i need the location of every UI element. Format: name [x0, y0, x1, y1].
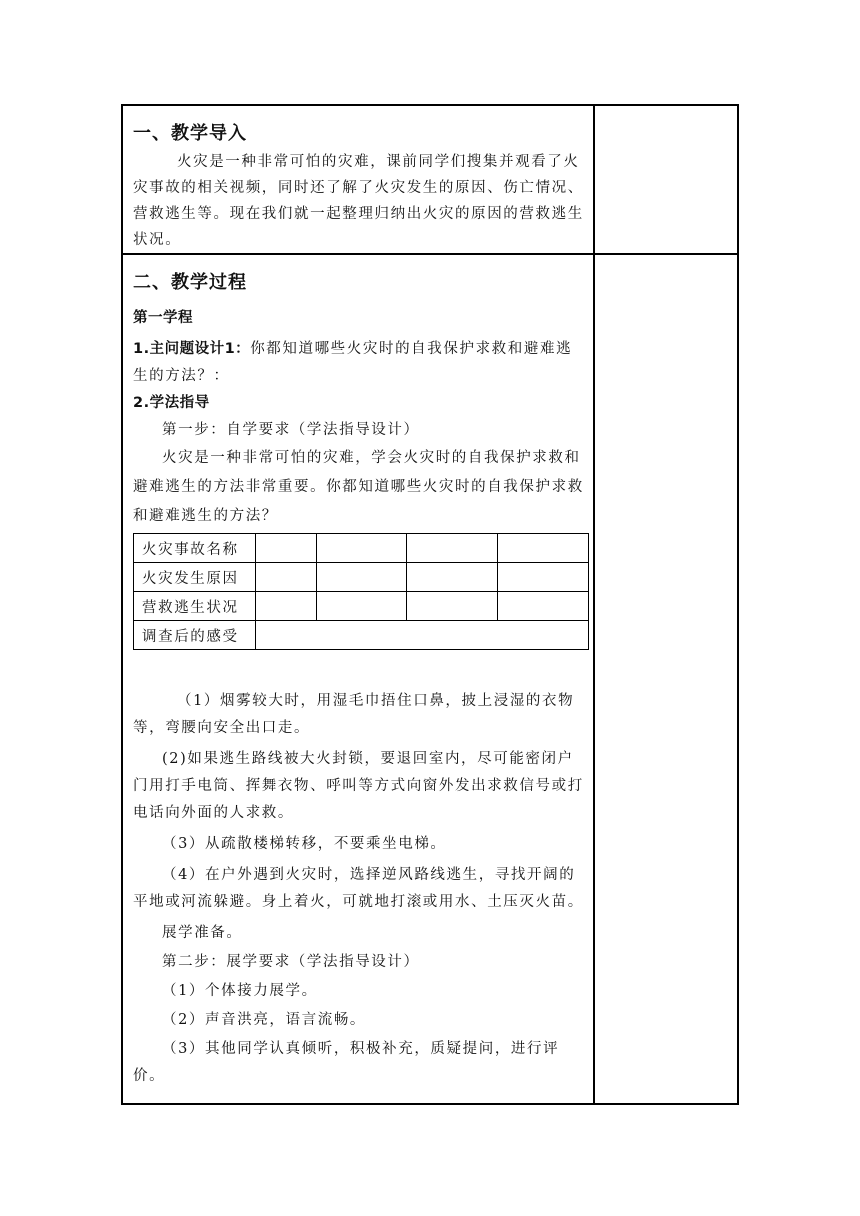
intro-cell: [122, 105, 594, 254]
requirement-2: （2）声音洪亮，语言流畅。: [162, 1012, 367, 1028]
requirement-3: （3）其他同学认真倾听，积极补充，质疑提问，进行评价。: [133, 1041, 560, 1084]
row-label: 火灾发生原因: [134, 563, 256, 592]
table-cell: [317, 534, 407, 563]
question-1: [133, 336, 585, 390]
table-row: [134, 621, 589, 650]
table-cell: [498, 563, 589, 592]
fire-survey-table: [133, 533, 589, 650]
section-heading-intro: 一、教学导入: [133, 123, 247, 144]
step-1-text: 火灾是一种非常可怕的灾难，学会火灾时的自我保护求救和避难逃生的方法非常重要。你都知道哪些火灾时的自我保护求救和避难逃生的方法？: [133, 450, 584, 524]
table-cell: [317, 592, 407, 621]
process-notes-cell: [594, 254, 738, 1104]
method-item-3: （3）从疏散楼梯转移，不要乘坐电梯。: [162, 836, 447, 852]
row-label: 火灾事故名称: [134, 534, 256, 563]
table-row: [134, 592, 589, 621]
row-label: 调查后的感受: [134, 621, 256, 650]
table-cell: [407, 563, 498, 592]
lesson-plan-table: [121, 104, 739, 1105]
method-item-2: (2)如果逃生路线被大火封锁，要退回室内，尽可能密闭户门用打手电筒、挥舞衣物、呼叫等方式向窗外发出求救信号或打电话向外面的人求救。: [133, 751, 584, 821]
table-cell-merged: [256, 621, 589, 650]
step-1: 第一步：自学要求（学法指导设计）: [162, 422, 420, 438]
table-cell: [407, 592, 498, 621]
subheading-first-stage: 第一学程: [133, 310, 193, 326]
question-1-text: 你都知道哪些火灾时的自我保护求救和避难逃生的方法？：: [133, 341, 573, 384]
table-cell: [256, 563, 317, 592]
table-row: [134, 534, 589, 563]
table-row: [134, 563, 589, 592]
table-cell: [317, 563, 407, 592]
table-cell: [498, 534, 589, 563]
intro-paragraph: 火灾是一种非常可怕的灾难，课前同学们搜集并观看了火灾事故的相关视频，同时还了解了火灾发生的原因、伤亡情况、营救逃生等。现在我们就一起整理归纳出火灾的原因的营救逃生状况。: [133, 154, 584, 248]
requirement-1: （1）个体接力展学。: [162, 983, 318, 999]
row-label: 营救逃生状况: [134, 592, 256, 621]
step-2: 第二步：展学要求（学法指导设计）: [162, 954, 420, 970]
guide-label: 2.学法指导: [133, 395, 210, 411]
table-cell: [498, 592, 589, 621]
table-cell: [407, 534, 498, 563]
table-cell: [256, 534, 317, 563]
method-item-4: （4）在户外遇到火灾时，选择逆风路线逃生，寻找开阔的平地或河流躲避。身上着火，可就地打滚或用水、土压灭火苗。: [133, 867, 584, 910]
process-cell: [122, 254, 594, 1104]
prep-note: 展学准备。: [162, 925, 243, 941]
intro-notes-cell: [594, 105, 738, 254]
question-1-label: 1.主问题设计1：: [133, 341, 251, 357]
method-item-1: （1）烟雾较大时，用湿毛巾捂住口鼻，披上浸湿的衣物等，弯腰向安全出口走。: [133, 693, 575, 736]
section-heading-process: 二、教学过程: [133, 272, 247, 293]
table-cell: [256, 592, 317, 621]
